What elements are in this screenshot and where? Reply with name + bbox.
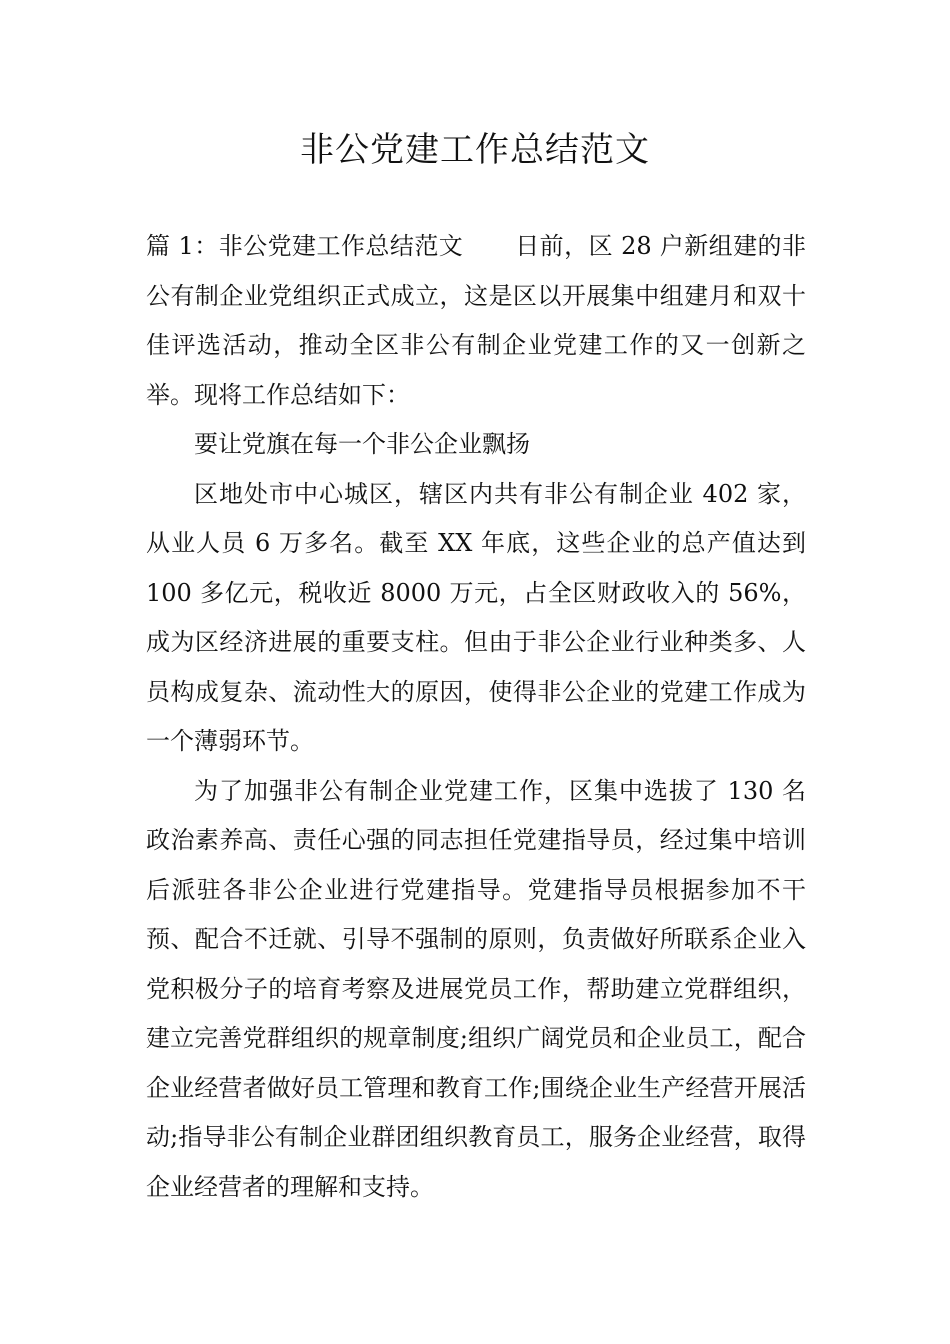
document-body (146, 222, 806, 1212)
lead-paragraph (146, 222, 806, 420)
page-title: 非公党建工作总结范文 (300, 130, 650, 170)
lead-text: 日前，区 28 户新组建的非公有制企业党组织正式成立，这是区以开展集中组建月和双十佳评选活动，推动全区非公有制企业党建工作的又一创新之举。现将工作总结如下： (146, 232, 807, 409)
body-paragraph: 区地处市中心城区，辖区内共有非公有制企业 402 家，从业人员 6 万多名。截至 XX 年底，这些企业的总产值达到 100 多亿元，税收近 8000 万元，占全区财政收入的 56%，成为区经济进展的重要支柱。但由于非公企业行业种类多、人员构成复杂、流动性大的原因，使得非公企业的党建工作成为一个薄弱环节。 (146, 479, 806, 755)
section-heading: 篇 1：非公党建工作总结范文 (146, 232, 464, 260)
subheading-paragraph: 要让党旗在每一个非公企业飘扬 (194, 430, 530, 458)
body-paragraph: 为了加强非公有制企业党建工作，区集中选拔了 130 名政治素养高、责任心强的同志担任党建指导员，经过集中培训后派驻各非公企业进行党建指导。党建指导员根据参加不干预、配合不迁就、引导不强制的原则，负责做好所联系企业入党积极分子的培育考察及进展党员工作，帮助建立党群组织，建立完善党群组织的规章制度;组织广阔党员和企业员工，配合企业经营者做好员工管理和教育工作;围绕企业生产经营开展活动;指导非公有制企业群团组织教育员工，服务企业经营，取得企业经营者的理解和支持。 (146, 776, 806, 1201)
